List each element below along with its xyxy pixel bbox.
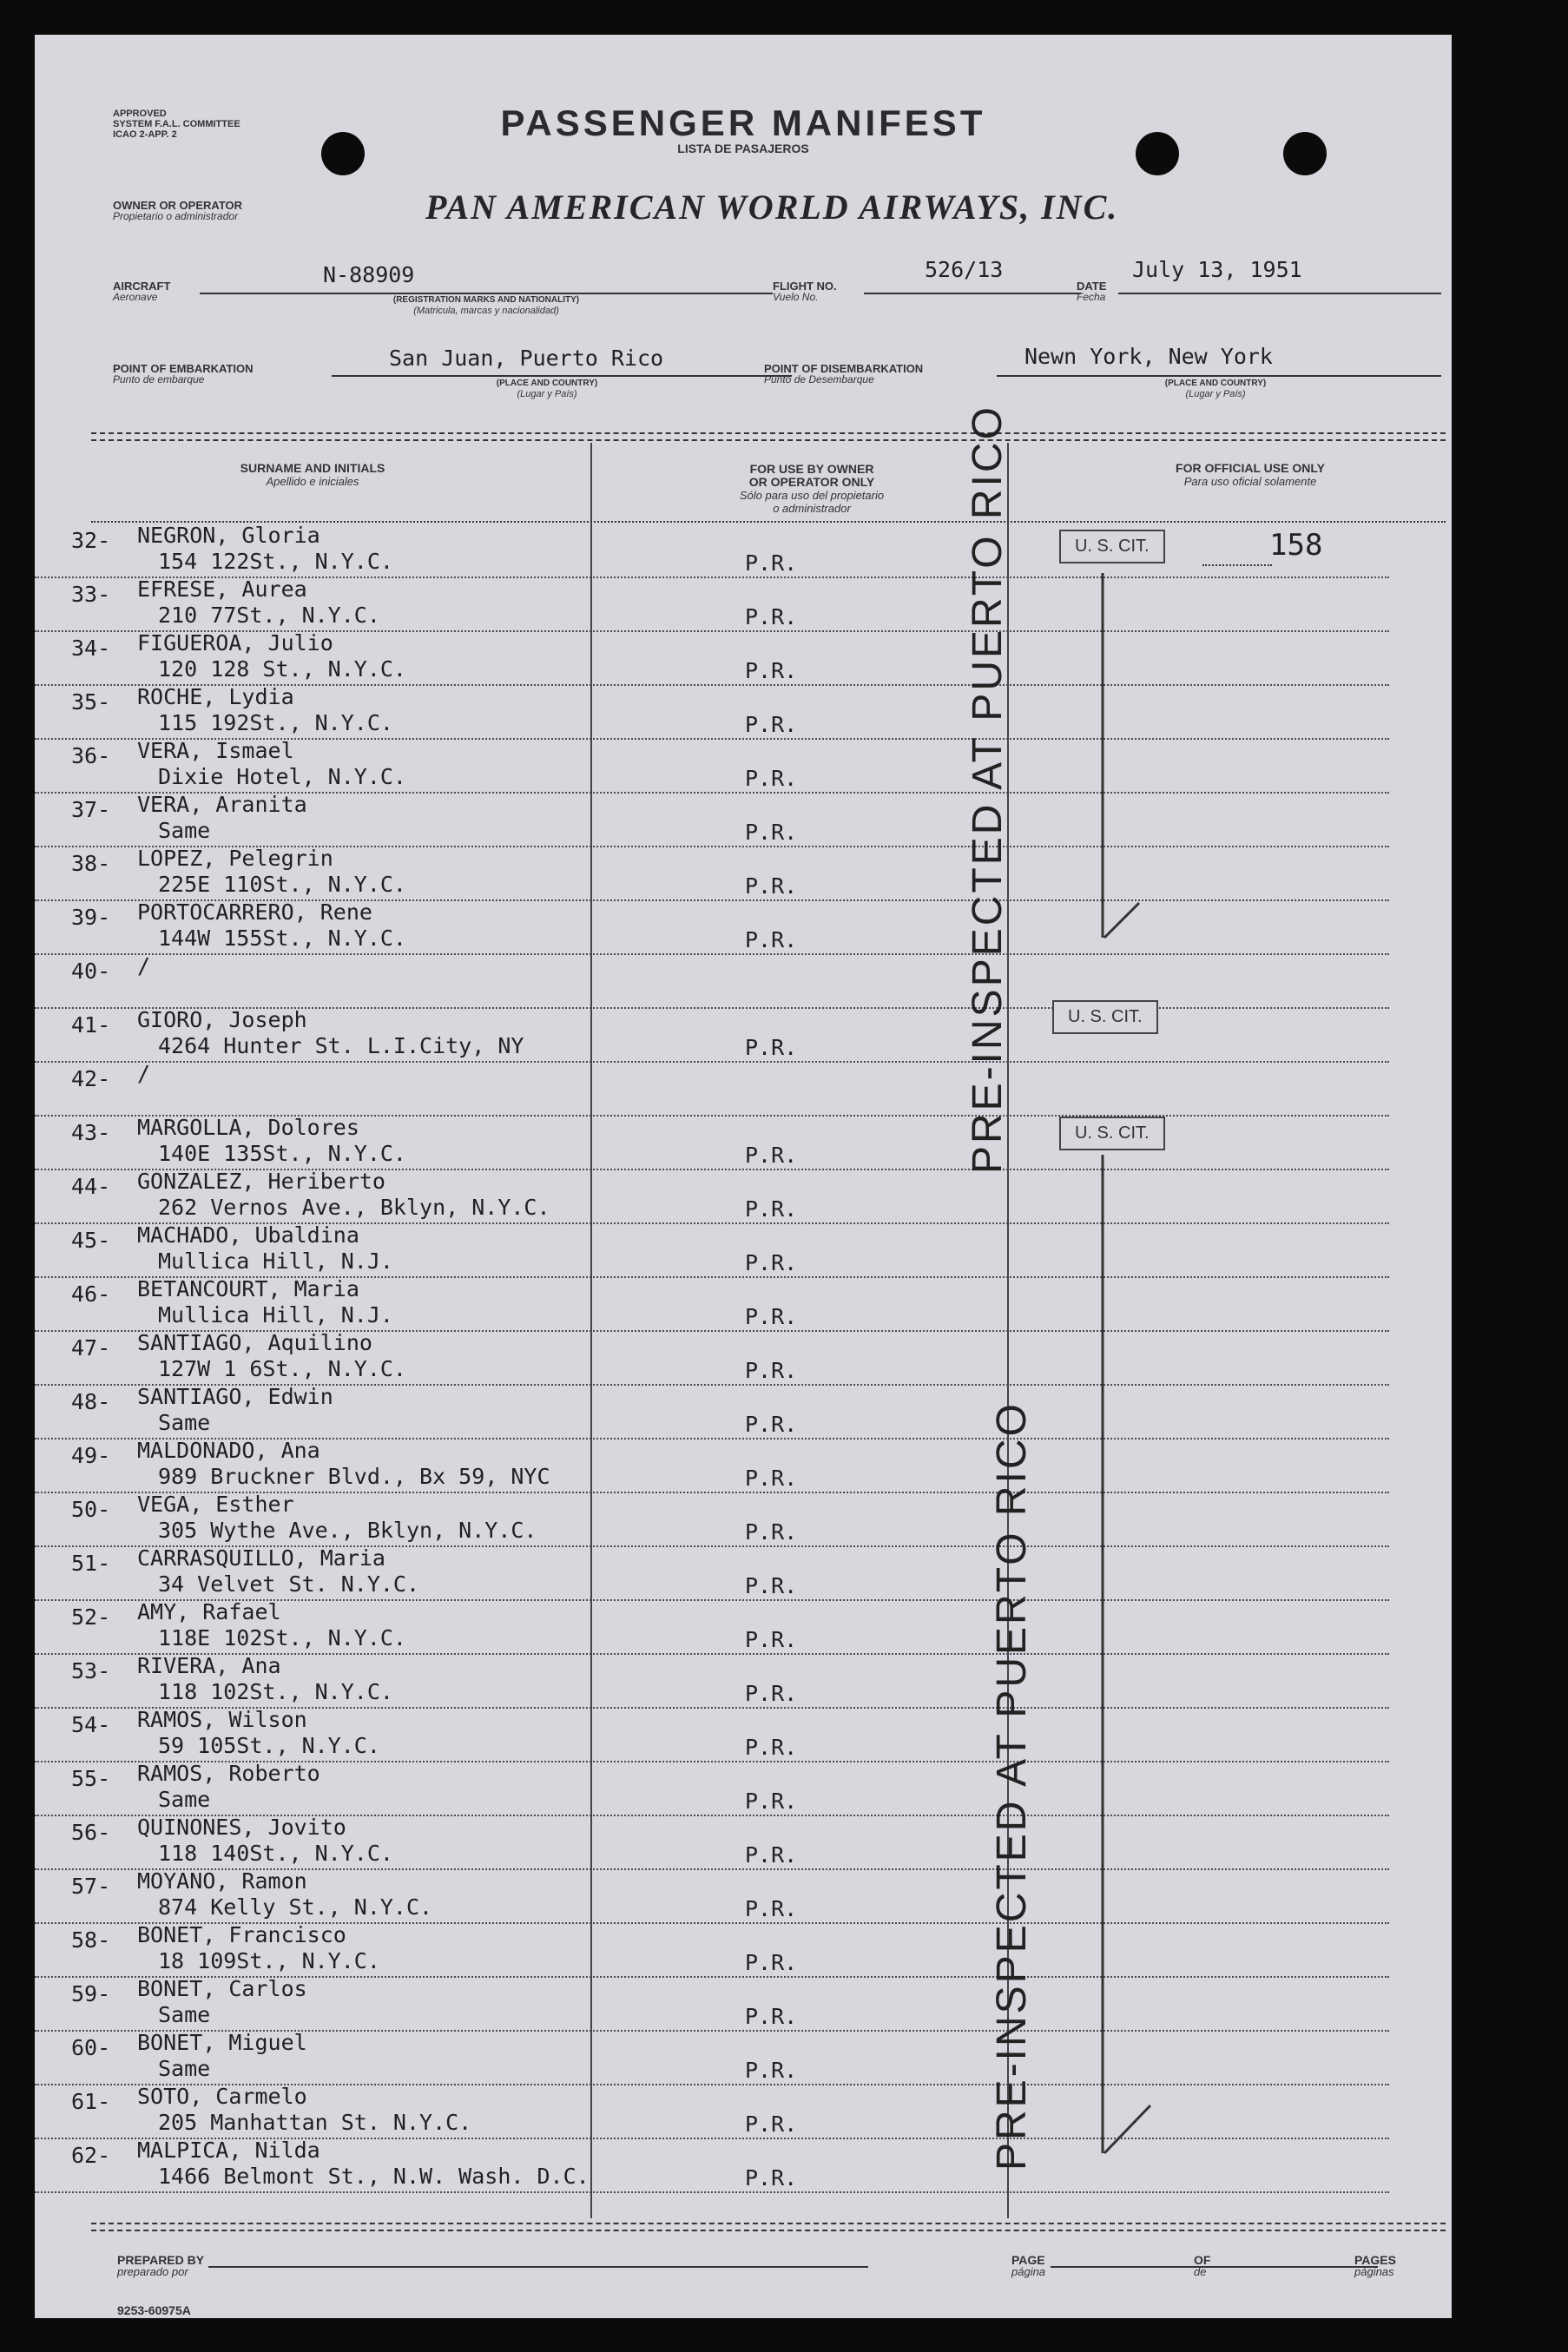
passenger-address: 140E 135St., N.Y.C.: [158, 1141, 406, 1166]
owner-code: P.R.: [745, 658, 798, 683]
row-number: 38-: [71, 851, 111, 876]
owner-code: P.R.: [745, 1250, 798, 1275]
col-official-header: FOR OFFICIAL USE ONLY Para uso oficial solamente: [1176, 461, 1325, 488]
passenger-name: RAMOS, Wilson: [137, 1707, 307, 1732]
owner-code: P.R.: [745, 1035, 798, 1060]
passenger-name: FIGUEROA, Julio: [137, 630, 333, 656]
row-number: 51-: [71, 1551, 111, 1576]
passenger-name: MALDONADO, Ana: [137, 1438, 320, 1463]
row-number: 59-: [71, 1981, 111, 2006]
owner-code: P.R.: [745, 1143, 798, 1168]
row-number: 33-: [71, 582, 111, 607]
passenger-name: BONET, Miguel: [137, 2030, 307, 2055]
passenger-name: VERA, Aranita: [137, 792, 307, 817]
passenger-name: PORTOCARRERO, Rene: [137, 899, 372, 925]
row-number: 56-: [71, 1820, 111, 1845]
row-number: 39-: [71, 905, 111, 930]
page-label: PAGE página: [1011, 2253, 1046, 2278]
owner-code: P.R.: [745, 550, 798, 576]
passenger-address: Same: [158, 818, 211, 843]
aircraft-value: N-88909: [323, 262, 415, 287]
passenger-address: 225E 110St., N.Y.C.: [158, 872, 406, 897]
passenger-address: Same: [158, 1787, 211, 1812]
aircraft-caption: (REGISTRATION MARKS AND NATIONALITY) (Matricula, marcas y nacionalidad): [392, 295, 580, 316]
passenger-name: VERA, Ismael: [137, 738, 294, 763]
passenger-address: Same: [158, 2002, 211, 2027]
owner-code: P.R.: [745, 1519, 798, 1545]
passenger-name: MOYANO, Ramon: [137, 1868, 307, 1894]
prepared-by-line: [208, 2266, 868, 2268]
passenger-address: 262 Vernos Ave., Bklyn, N.Y.C.: [158, 1195, 550, 1220]
approval-note: APPROVED SYSTEM F.A.L. COMMITTEE ICAO 2-APP. 2: [113, 109, 240, 140]
owner-code: P.R.: [745, 604, 798, 629]
row-number: 50-: [71, 1497, 111, 1522]
passenger-address: 154 122St., N.Y.C.: [158, 549, 393, 574]
date-label: DATE Fecha: [1077, 280, 1107, 303]
row-number: 45-: [71, 1228, 111, 1253]
passenger-name: CARRASQUILLO, Maria: [137, 1545, 385, 1571]
owner-code: P.R.: [745, 820, 798, 845]
passenger-name: BONET, Francisco: [137, 1922, 346, 1947]
manifest-subtitle: LISTA DE PASAJEROS: [677, 142, 809, 155]
check-marks: [35, 35, 1452, 2318]
passenger-address: 118 102St., N.Y.C.: [158, 1679, 393, 1704]
col-owner-header: FOR USE BY OWNER OR OPERATOR ONLY Sólo para uso del propietario o administrador: [739, 462, 885, 515]
row-number: 61-: [71, 2089, 111, 2114]
passenger-name: QUINONES, Jovito: [137, 1815, 346, 1840]
passenger-name: RAMOS, Roberto: [137, 1761, 320, 1786]
passenger-name: MARGOLLA, Dolores: [137, 1115, 359, 1140]
row-number: 37-: [71, 797, 111, 822]
row-number: 53-: [71, 1658, 111, 1683]
passenger-address: 120 128 St., N.Y.C.: [158, 656, 406, 682]
owner-code: P.R.: [745, 1842, 798, 1868]
row-number: 62-: [71, 2143, 111, 2168]
passenger-address: Mullica Hill, N.J.: [158, 1302, 393, 1328]
embark-value: San Juan, Puerto Rico: [389, 346, 664, 371]
aircraft-label: AIRCRAFT Aeronave: [113, 280, 171, 303]
us-citizen-stamp-2: U. S. CIT.: [1052, 1000, 1158, 1034]
pages-label: PAGES páginas: [1354, 2253, 1396, 2278]
owner-code: P.R.: [745, 1896, 798, 1921]
row-number: 49-: [71, 1443, 111, 1468]
preinspected-stamp-upper: PRE-INSPECTED AT PUERTO RICO: [965, 405, 1011, 1174]
passenger-address: Same: [158, 2056, 211, 2081]
passenger-address: 4264 Hunter St. L.I.City, NY: [158, 1033, 524, 1058]
passenger-address: Mullica Hill, N.J.: [158, 1248, 393, 1274]
owner-code: P.R.: [745, 1735, 798, 1760]
passenger-name: GIORO, Joseph: [137, 1007, 307, 1032]
passenger-name: /: [137, 1061, 151, 1086]
row-number: 40-: [71, 959, 111, 984]
passenger-address: 118E 102St., N.Y.C.: [158, 1625, 406, 1650]
passenger-name: EFRESE, Aurea: [137, 576, 307, 602]
owner-code: P.R.: [745, 1412, 798, 1437]
owner-code: P.R.: [745, 712, 798, 737]
row-number: 44-: [71, 1174, 111, 1199]
owner-code: P.R.: [745, 1466, 798, 1491]
passenger-address: 115 192St., N.Y.C.: [158, 710, 393, 735]
row-number: 36-: [71, 743, 111, 768]
owner-label: OWNER OR OPERATOR Propietario o administrador: [113, 199, 243, 222]
passenger-address: Dixie Hotel, N.Y.C.: [158, 764, 406, 789]
passenger-address: 127W 1 6St., N.Y.C.: [158, 1356, 406, 1381]
disembark-caption: (PLACE AND COUNTRY) (Lugar y País): [1164, 379, 1267, 399]
row-number: 57-: [71, 1874, 111, 1899]
of-label: OF de: [1194, 2253, 1211, 2278]
owner-code: P.R.: [745, 2004, 798, 2029]
disembark-value: Newn York, New York: [1024, 344, 1273, 369]
passenger-address: 205 Manhattan St. N.Y.C.: [158, 2110, 472, 2135]
official-count: 158: [1269, 528, 1323, 563]
owner-code: P.R.: [745, 1627, 798, 1652]
owner-code: P.R.: [745, 2112, 798, 2137]
owner-code: P.R.: [745, 1196, 798, 1222]
row-number: 35-: [71, 689, 111, 715]
row-number: 42-: [71, 1066, 111, 1091]
owner-code: P.R.: [745, 1573, 798, 1598]
passenger-name: BETANCOURT, Maria: [137, 1276, 359, 1301]
owner-code: P.R.: [745, 927, 798, 952]
owner-code: P.R.: [745, 1681, 798, 1706]
manifest-page: [35, 35, 1452, 2318]
manifest-title: PASSENGER MANIFEST: [500, 102, 986, 143]
passenger-address: 144W 155St., N.Y.C.: [158, 926, 406, 951]
row-number: 34-: [71, 636, 111, 661]
row-number: 52-: [71, 1604, 111, 1630]
passenger-address: 1466 Belmont St., N.W. Wash. D.C.: [158, 2164, 590, 2189]
passenger-address: Same: [158, 1410, 211, 1435]
passenger-name: AMY, Rafael: [137, 1599, 281, 1624]
passenger-address: 874 Kelly St., N.Y.C.: [158, 1894, 433, 1920]
passenger-name: SANTIAGO, Aquilino: [137, 1330, 372, 1355]
row-number: 41-: [71, 1012, 111, 1038]
row-number: 55-: [71, 1766, 111, 1791]
owner-code: P.R.: [745, 1789, 798, 1814]
passenger-name: NEGRON, Gloria: [137, 523, 320, 548]
passenger-name: MALPICA, Nilda: [137, 2138, 320, 2163]
footer-separator: [91, 2223, 1446, 2231]
passenger-address: 989 Bruckner Blvd., Bx 59, NYC: [158, 1464, 550, 1489]
owner-code: P.R.: [745, 2058, 798, 2083]
passenger-name: BONET, Carlos: [137, 1976, 307, 2001]
passenger-name: RIVERA, Ana: [137, 1653, 281, 1678]
passenger-name: MACHADO, Ubaldina: [137, 1222, 359, 1248]
owner-code: P.R.: [745, 766, 798, 791]
disembark-label: POINT OF DISEMBARKATION Punto de Desembarque: [764, 362, 924, 385]
passenger-name: SOTO, Carmelo: [137, 2084, 307, 2109]
owner-code: P.R.: [745, 873, 798, 899]
company-name: PAN AMERICAN WORLD AIRWAYS, INC.: [425, 188, 1119, 227]
passenger-address: 59 105St., N.Y.C.: [158, 1733, 380, 1758]
owner-code: P.R.: [745, 2165, 798, 2191]
preinspected-stamp-lower: PRE-INSPECTED AT PUERTO RICO: [989, 1401, 1035, 2171]
passenger-address: 18 109St., N.Y.C.: [158, 1948, 380, 1973]
row-number: 43-: [71, 1120, 111, 1145]
row-number: 46-: [71, 1281, 111, 1307]
row-number: 48-: [71, 1389, 111, 1414]
us-citizen-stamp-3: U. S. CIT.: [1059, 1117, 1165, 1150]
row-number: 54-: [71, 1712, 111, 1737]
passenger-name: SANTIAGO, Edwin: [137, 1384, 333, 1409]
us-citizen-stamp-1: U. S. CIT.: [1059, 530, 1165, 563]
passenger-address: 305 Wythe Ave., Bklyn, N.Y.C.: [158, 1518, 537, 1543]
flight-label: FLIGHT NO. Vuelo No.: [773, 280, 837, 303]
date-value: July 13, 1951: [1132, 257, 1302, 282]
owner-code: P.R.: [745, 1358, 798, 1383]
row-number: 60-: [71, 2035, 111, 2060]
passenger-address: 118 140St., N.Y.C.: [158, 1841, 393, 1866]
row-number: 32-: [71, 528, 111, 553]
passenger-name: /: [137, 953, 151, 978]
flight-value: 526/13: [925, 257, 1004, 282]
passenger-address: 210 77St., N.Y.C.: [158, 603, 380, 628]
embark-label: POINT OF EMBARKATION Punto de embarque: [113, 362, 254, 385]
prepared-by-label: PREPARED BY preparado por: [117, 2253, 205, 2278]
passenger-name: GONZALEZ, Heriberto: [137, 1169, 385, 1194]
passenger-name: ROCHE, Lydia: [137, 684, 294, 709]
row-number: 58-: [71, 1927, 111, 1953]
owner-code: P.R.: [745, 1950, 798, 1975]
embark-caption: (PLACE AND COUNTRY) (Lugar y País): [496, 379, 598, 399]
passenger-name: VEGA, Esther: [137, 1492, 294, 1517]
passenger-address: 34 Velvet St. N.Y.C.: [158, 1571, 420, 1597]
form-number: 9253-60975A: [117, 2303, 191, 2317]
row-number: 47-: [71, 1335, 111, 1360]
passenger-name: LOPEZ, Pelegrin: [137, 846, 333, 871]
col-name-header: SURNAME AND INITIALS Apellido e iniciales: [240, 461, 385, 488]
owner-code: P.R.: [745, 1304, 798, 1329]
